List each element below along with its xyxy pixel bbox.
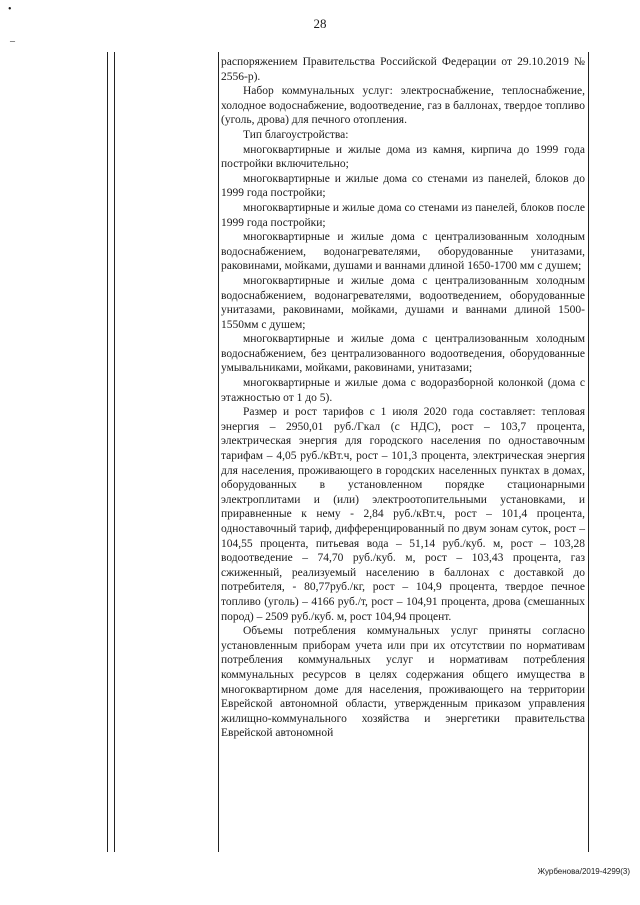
list-item-bathtubs-1500: многоквартирные и жилые дома с централизованным холодным водоснабжением, водонагревателями, водоотведением, оборудованные унитазами, раковинами, мойками, душами и ваннами длиной 1500-1550мм с душем; — [221, 274, 585, 331]
table-border-right — [588, 52, 589, 852]
corner-mark-top: • — [8, 4, 12, 15]
paragraph-tariffs: Размер и рост тарифов с 1 июля 2020 года составляет: тепловая энергия – 2950,01 руб./Гкал (с НДС), рост – 103,7 процента, электрическая энергия для городского населения по одноставочным тарифам – 4,05 руб./кВт.ч, рост – 101,3 процента, электрическая энергия для населения, проживающего в городских населенных пунктах в домах, оборудованных в установленном порядке стационарными электроплитами и (или) электроотопительными установками, и приравненные к нему - 2,84 руб./кВт.ч, рост – 101,4 процента, одноставочный тариф, дифференцированный по двум зонам суток, рост – 104,55 процента, питьевая вода – 51,14 руб./куб. м, рост – 103,28 водоотведение – 74,70 руб./куб. м, рост – 103,43 процента, газ сжиженный, реализуемый населению в баллонах с доставкой до потребителя, - 80,77руб./кг, рост – 104,9 процента, твердое печное топливо (уголь) – 4166 руб./т, рост – 104,91 процента, дрова (смешанных пород) – 2509 руб./куб. м, рост 104,94 процент. — [221, 406, 585, 623]
table-column-divider-2 — [218, 52, 219, 852]
list-item-panel-houses-after-1999: многоквартирные и жилые дома со стенами из панелей, блоков после 1999 года постройки; — [221, 201, 585, 229]
table-column-divider-1 — [114, 52, 115, 852]
list-item-panel-houses-before-1999: многоквартирные и жилые дома со стенами из панелей, блоков до 1999 года постройки; — [221, 172, 585, 200]
list-item-bathtubs-1650: многоквартирные и жилые дома с централизованным холодным водоснабжением, водонагревателями, оборудованные унитазами, раковинами, мойками, душами и ваннами длиной 1650-1700 мм с душем; — [221, 231, 585, 273]
document-footer-code: Журбенова/2019-4299(3) — [537, 867, 630, 876]
list-item-water-column: многоквартирные и жилые дома с водоразборной колонкой (дома с этажностью от 1 до 5). — [221, 377, 585, 404]
document-body — [221, 55, 585, 741]
table-border-left — [107, 52, 108, 852]
page-number: 28 — [313, 16, 327, 31]
corner-mark-dash: – — [10, 36, 15, 47]
paragraph-utility-set: Набор коммунальных услуг: электроснабжение, теплоснабжение, холодное водоснабжение, водоотведение, газ в баллонах, твердое топливо (уголь, дрова) для печного отопления. — [221, 85, 585, 127]
list-item-no-central-drainage: многоквартирные и жилые дома с централизованным холодным водоснабжением, без централизованного водоотведения, оборудованные умывальниками, мойками, раковинами, унитазами; — [221, 333, 585, 375]
paragraph-continuation: распоряжением Правительства Российской Федерации от 29.10.2019 № 2556-р). — [221, 56, 585, 83]
list-item-stone-brick-houses: многоквартирные и жилые дома из камня, кирпича до 1999 года постройки включительно; — [221, 143, 585, 171]
paragraph-amenity-type-heading: Тип благоустройства: — [243, 128, 349, 141]
paragraph-consumption-volumes: Объемы потребления коммунальных услуг приняты согласно установленным приборам учета или при их отсутствии по нормативам потребления коммунальных услуг и нормативам потребления коммунальных ресурсов в целях содержания общего имущества в многоквартирном доме для населения, проживающего на территории Еврейской автономной области, утвержденным приказом управления жилищно-коммунального хозяйства и энергетики правительства Еврейской автономной — [221, 625, 585, 740]
